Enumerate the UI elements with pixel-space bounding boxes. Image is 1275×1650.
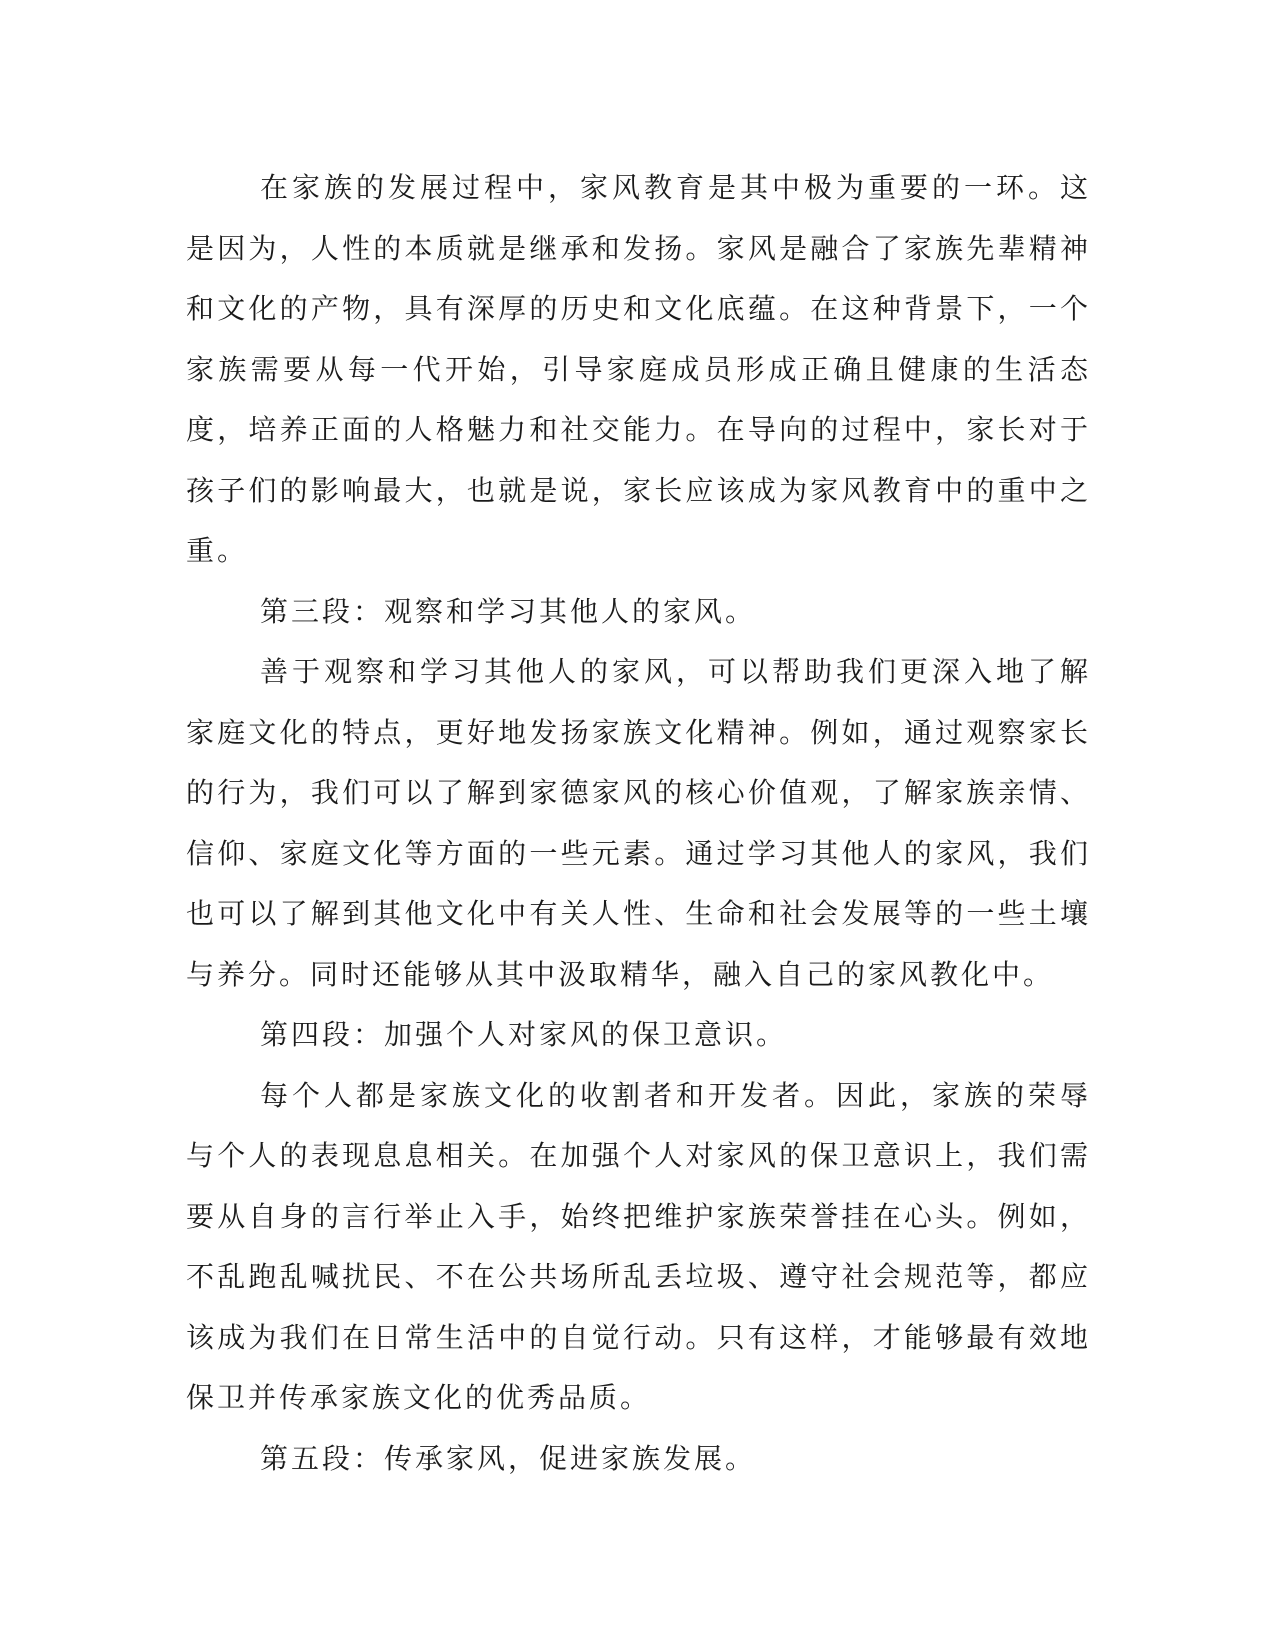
- body-paragraph-observe-learn: 善于观察和学习其他人的家风，可以帮助我们更深入地了解家庭文化的特点，更好地发扬家族文化精神。例如，通过观察家长的行为，我们可以了解到家德家风的核心价值观，了解家族亲情、信仰、家庭文化等方面的一些元素。通过学习其他人的家风，我们也可以了解到其他文化中有关人性、生命和社会发展等的一些土壤与养分。同时还能够从其中汲取精华，融入自己的家风教化中。: [186, 655, 1091, 991]
- body-paragraph-protect-awareness: 每个人都是家族文化的收割者和开发者。因此，家族的荣辱与个人的表现息息相关。在加强个人对家风的保卫意识上，我们需要从自身的言行举止入手，始终把维护家族荣誉挂在心头。例如，不乱跑乱喊扰民、不在公共场所乱丢垃圾、遵守社会规范等，都应该成为我们在日常生活中的自觉行动。只有这样，才能够最有效地保卫并传承家族文化的优秀品质。: [186, 1078, 1091, 1414]
- body-paragraph-family-education: 在家族的发展过程中，家风教育是其中极为重要的一环。这是因为，人性的本质就是继承和发扬。家风是融合了家族先辈精神和文化的产物，具有深厚的历史和文化底蕴。在这种背景下，一个家族需要从每一代开始，引导家庭成员形成正确且健康的生活态度，培养正面的人格魅力和社交能力。在导向的过程中，家长对于孩子们的影响最大，也就是说，家长应该成为家风教育中的重中之重。: [186, 171, 1091, 567]
- section-heading-5: 第五段：传承家风，促进家族发展。: [260, 1441, 757, 1475]
- section-heading-4: 第四段：加强个人对家风的保卫意识。: [260, 1018, 788, 1051]
- document-page: [186, 158, 1091, 1489]
- section-heading-3: 第三段：观察和学习其他人的家风。: [260, 594, 757, 628]
